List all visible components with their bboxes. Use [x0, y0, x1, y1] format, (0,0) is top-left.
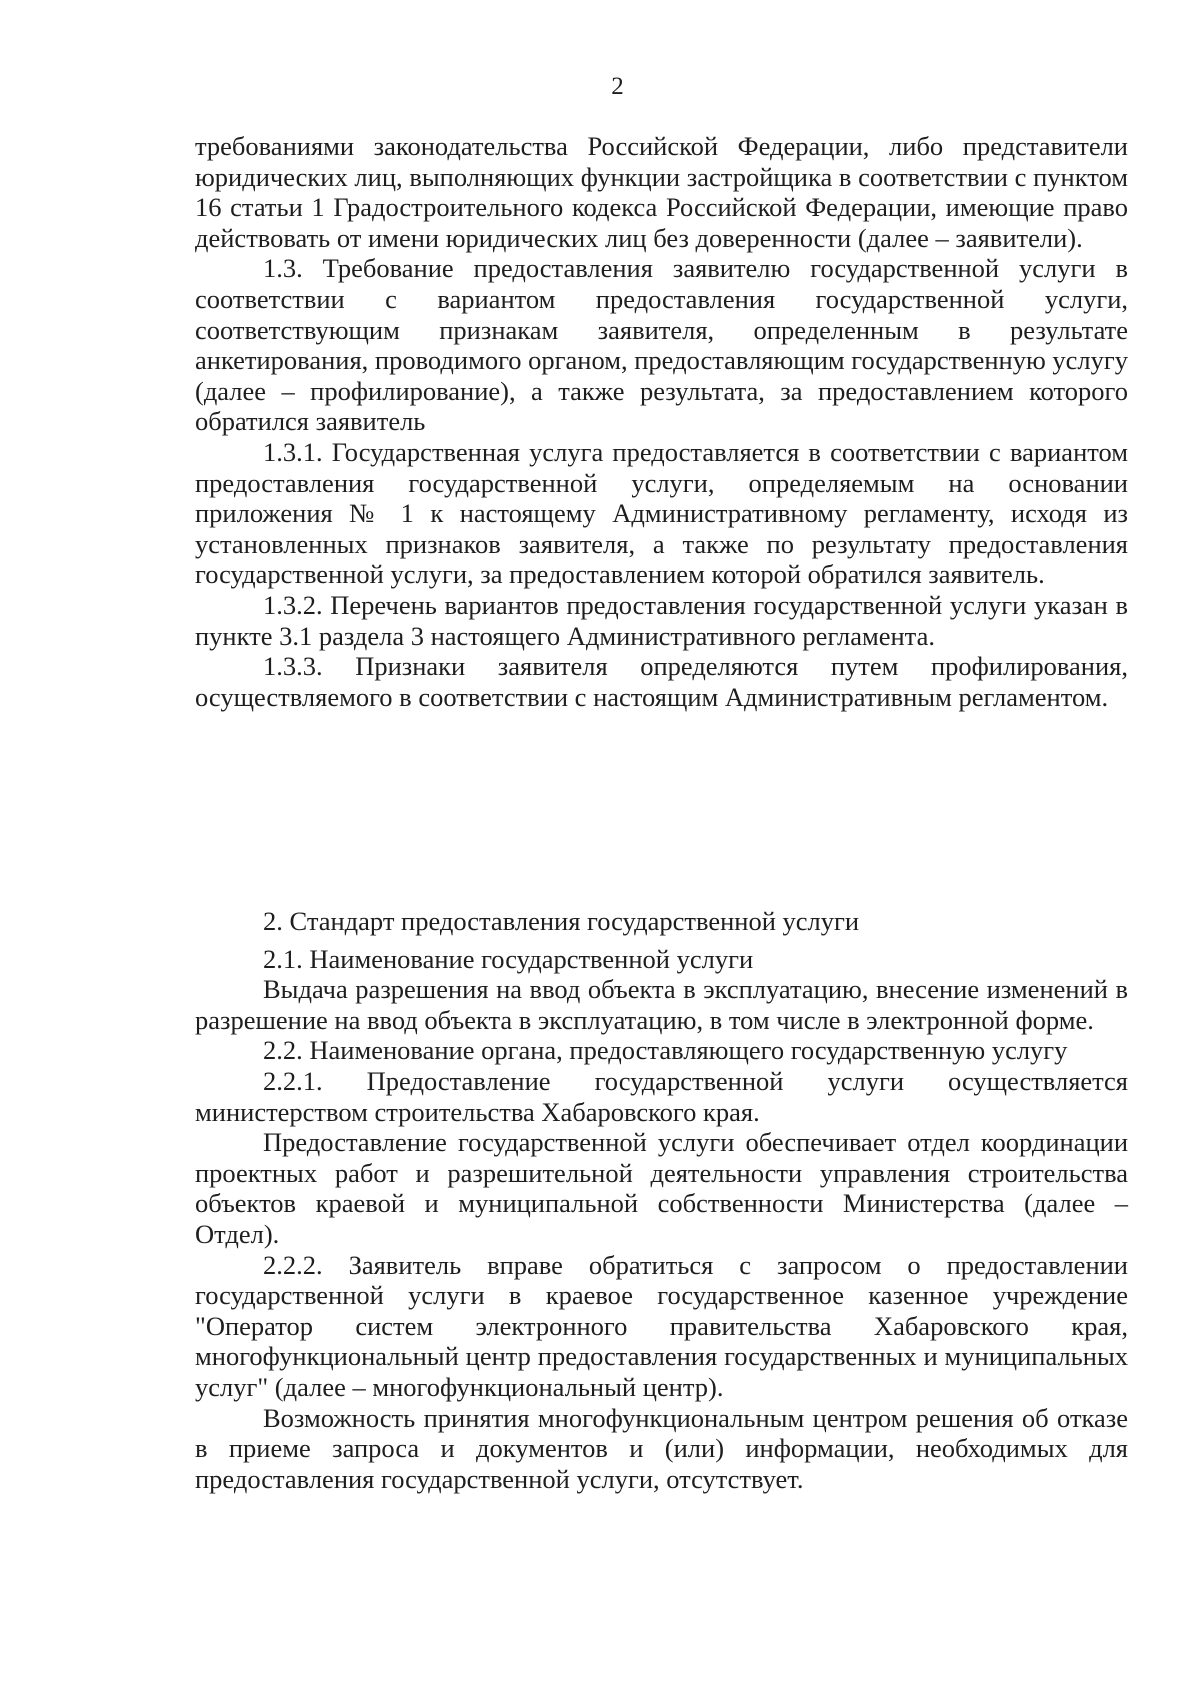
page-number: 2 — [611, 73, 624, 100]
paragraph-service-name: Выдача разрешения на ввод объекта в эксплуатацию, внесение изменений в разрешение на ввод объекта в эксплуатацию, в том числе в электронной форме. — [195, 974, 1128, 1035]
paragraph-department: Предоставление государственной услуги обеспечивает отдел координации проектных работ и разрешительной деятельности управления строительства объектов краевой и муниципальной собственности Министерства (далее – Отдел). — [195, 1127, 1128, 1249]
subsection-2-1-title: 2.1. Наименование государственной услуги — [263, 943, 754, 974]
paragraph-applicants-continued: требованиями законодательства Российской Федерации, либо представители юридических лиц, выполняющих функции застройщика в соответствии с пунктом 16 статьи 1 Градостроительного кодекса Российской Федерации, имеющие право действовать от имени юридических лиц без доверенности (далее – заявители). — [195, 131, 1128, 253]
paragraph-1-3-2: 1.3.2. Перечень вариантов предоставления государственной услуги указан в пункте 3.1 раздела 3 настоящего Административного регламента. — [195, 589, 1128, 651]
paragraph-2-2-2: 2.2.2. Заявитель вправе обратиться с запросом о предоставлении государственной услуги в краевое государственное казенное учреждение "Оператор систем электронного правительства Хабаровского края, многофункциональный центр предоставления государственных и муниципальных услуг" (далее – многофункциональный центр). — [195, 1249, 1128, 1402]
paragraph-2-2-1: 2.2.1. Предоставление государственной услуги осуществляется министерством строительства Хабаровского края. — [195, 1065, 1128, 1127]
paragraph-1-3-1: 1.3.1. Государственная услуга предоставляется в соответствии с вариантом предоставления государственной услуги, определяемым на основании приложения № 1 к настоящему Административному регламенту, исходя из установленных признаков заявителя, а также по результату предоставления государственной услуги, за предоставлением которой обратился заявитель. — [195, 436, 1128, 590]
subsection-2-2-title: 2.2. Наименование органа, предоставляющего государственную услугу — [263, 1035, 1068, 1066]
paragraph-1-3: 1.3. Требование предоставления заявителю государственной услуги в соответствии с вариантом предоставления государственной услуги, соответствующим признакам заявителя, определенным в результате анкетирования, проводимого органом, предоставляющим государственную услугу (далее – профилирование), а также результата, за предоставлением которого обратился заявитель — [195, 253, 1128, 437]
text-block-bottom — [195, 906, 1128, 1494]
paragraph-1-3-3: 1.3.3. Признаки заявителя определяются путем профилирования, осуществляемого в соответствии с настоящим Административным регламентом. — [195, 651, 1128, 712]
text-block-top — [195, 131, 1128, 712]
section-title: 2. Стандарт предоставления государственной услуги — [263, 906, 860, 936]
paragraph-mfc-refusal: Возможность принятия многофункциональным центром решения об отказе в приеме запроса и документов и (или) информации, необходимых для предоставления государственной услуги, отсутствует. — [195, 1402, 1128, 1494]
